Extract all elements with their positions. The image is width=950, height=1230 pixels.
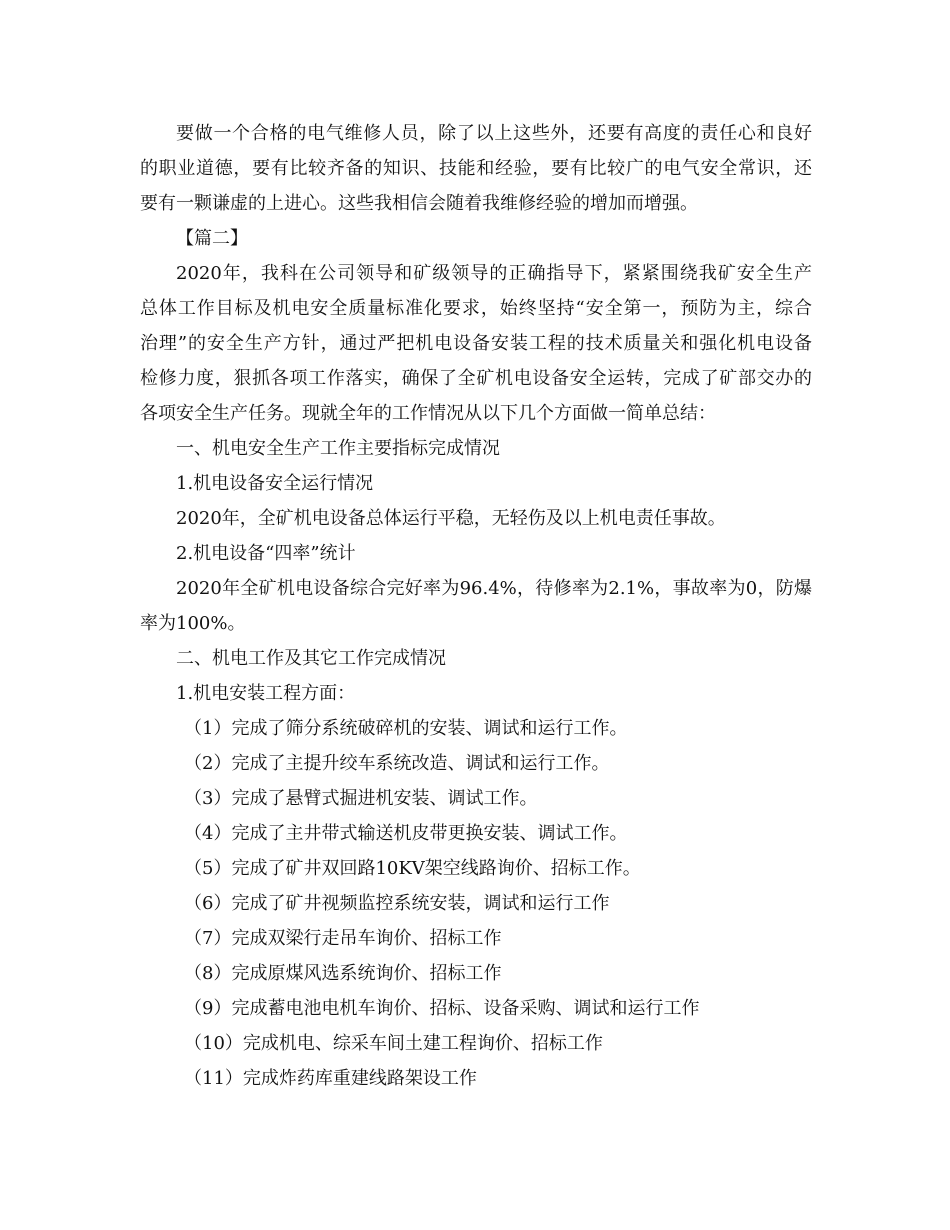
list-item: （8）完成原煤风选系统询价、招标工作 [184, 963, 502, 984]
paragraph-line: 检修力度，狠抓各项工作落实，确保了全矿机电设备安全运转，完成了矿部交办的 [140, 368, 812, 389]
paragraph-line: 治理”的安全生产方针，通过严把机电设备安装工程的技术质量关和强化机电设备 [140, 333, 812, 354]
paragraph-line: 要有一颗谦虚的上进心。这些我相信会随着我维修经验的增加而增强。 [140, 193, 698, 214]
subheading: 1.机电设备安全运行情况 [176, 473, 374, 494]
paragraph-line: 率为100%。 [140, 613, 246, 634]
list-item: （5）完成了矿井双回路10KV架空线路询价、招标工作。 [184, 858, 641, 879]
list-item: （9）完成蓄电池电机车询价、招标、设备采购、调试和运行工作 [184, 998, 700, 1019]
section-heading: 【篇二】 [176, 228, 248, 249]
subheading: 2.机电设备“四率”统计 [176, 543, 356, 564]
paragraph-line: 各项安全生产任务。现就全年的工作情况从以下几个方面做一简单总结： [140, 403, 716, 424]
paragraph-line: 总体工作目标及机电安全质量标准化要求，始终坚持“安全第一，预防为主，综合 [140, 298, 812, 319]
list-item: （7）完成双梁行走吊车询价、招标工作 [184, 928, 502, 949]
document-body [140, 116, 812, 1096]
list-item: （11）完成炸药库重建线路架设工作 [184, 1068, 477, 1089]
subheading: 二、机电工作及其它工作完成情况 [176, 648, 446, 669]
list-item: （3）完成了悬臂式掘进机安装、调试工作。 [184, 788, 538, 809]
paragraph-line: 2020年，全矿机电设备总体运行平稳，无轻伤及以上机电责任事故。 [176, 508, 726, 529]
paragraph-line: 的职业道德，要有比较齐备的知识、技能和经验，要有比较广的电气安全常识，还 [140, 158, 812, 179]
paragraph-line: 2020年全矿机电设备综合完好率为96.4%，待修率为2.1%，事故率为0，防爆 [176, 578, 812, 599]
paragraph-line: 2020年，我科在公司领导和矿级领导的正确指导下，紧紧围绕我矿安全生产 [176, 263, 812, 284]
paragraph-line: 要做一个合格的电气维修人员，除了以上这些外，还要有高度的责任心和良好 [176, 123, 812, 144]
list-item: （6）完成了矿井视频监控系统安装，调试和运行工作 [184, 893, 610, 914]
subheading: 1.机电安装工程方面： [176, 683, 356, 704]
list-item: （4）完成了主井带式输送机皮带更换安装、调试工作。 [184, 823, 628, 844]
list-item: （1）完成了筛分系统破碎机的安装、调试和运行工作。 [184, 718, 628, 739]
list-item: （10）完成机电、综采车间土建工程询价、招标工作 [184, 1033, 603, 1054]
list-item: （2）完成了主提升绞车系统改造、调试和运行工作。 [184, 753, 610, 774]
subheading: 一、机电安全生产工作主要指标完成情况 [176, 438, 500, 459]
